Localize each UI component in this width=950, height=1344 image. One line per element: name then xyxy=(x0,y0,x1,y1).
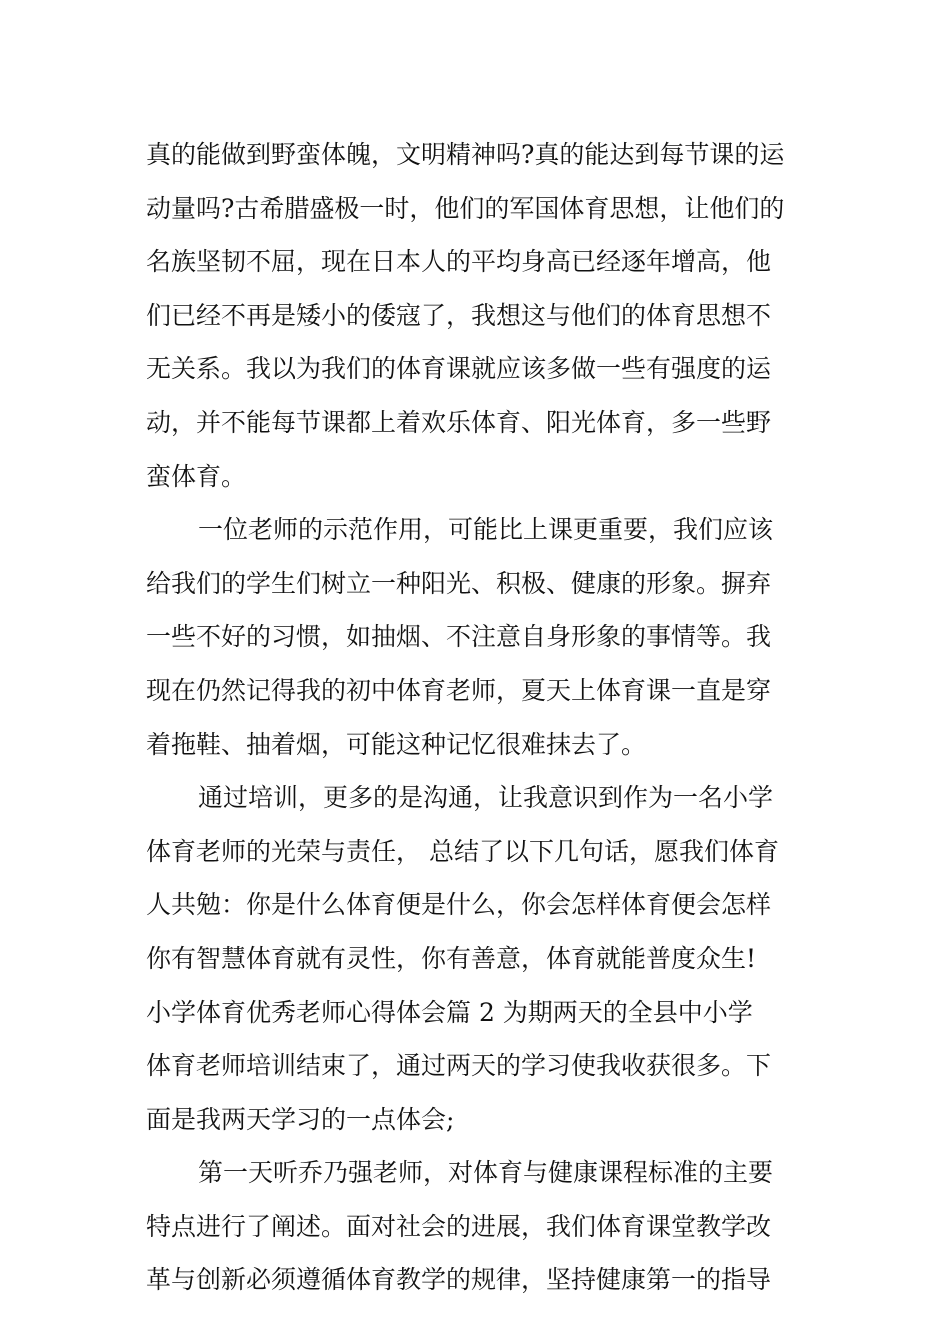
text-line: 你有智慧体育就有灵性，你有善意，体育就能普度众生! xyxy=(146,943,757,973)
text-line: 着拖鞋、抽着烟，可能这种记忆很难抹去了。 xyxy=(146,729,647,759)
document-body xyxy=(146,128,826,1307)
text-line: 体育老师的光荣与责任， 总结了以下几句话，愿我们体育 xyxy=(146,836,779,866)
text-line: 特点进行了阐述。面对社会的进展，我们体育课堂教学改 xyxy=(146,1211,772,1241)
section-heading-line: 小学体育优秀老师心得体会篇 2 为期两天的全县中小学 xyxy=(146,997,753,1027)
text-line: 一些不好的习惯，如抽烟、不注意自身形象的事情等。我 xyxy=(146,622,772,652)
paragraph-first-line: 第一天听乔乃强老师，对体育与健康课程标准的主要 xyxy=(198,1158,774,1188)
text-line: 动，并不能每节课都上着欢乐体育、阳光体育，多一些野 xyxy=(146,407,772,437)
text-line: 面是我两天学习的一点体会; xyxy=(146,1104,455,1134)
paragraph-first-line: 通过培训，更多的是沟通，让我意识到作为一名小学 xyxy=(198,783,774,813)
paragraph-first-line: 一位老师的示范作用，可能比上课更重要，我们应该 xyxy=(198,515,774,545)
text-line: 现在仍然记得我的初中体育老师，夏天上体育课一直是穿 xyxy=(146,675,772,705)
text-line: 人共勉：你是什么体育便是什么，你会怎样体育便会怎样 xyxy=(146,890,772,920)
text-line: 动量吗?古希腊盛极一时，他们的军国体育思想，让他们的 xyxy=(146,193,785,223)
text-line: 真的能做到野蛮体魄，文明精神吗?真的能达到每节课的运 xyxy=(146,140,785,169)
text-line: 蛮体育。 xyxy=(146,461,247,491)
text-line: 革与创新必须遵循体育教学的规律，坚持健康第一的指导 xyxy=(146,1265,772,1295)
text-line: 名族坚韧不屈，现在日本人的平均身高已经逐年增高，他 xyxy=(146,247,772,277)
text-line: 们已经不再是矮小的倭寇了，我想这与他们的体育思想不 xyxy=(146,300,772,330)
text-line: 体育老师培训结束了，通过两天的学习使我收获很多。下 xyxy=(146,1051,772,1081)
text-line: 无关系。我以为我们的体育课就应该多做一些有强度的运 xyxy=(146,354,772,384)
text-line: 给我们的学生们树立一种阳光、积极、健康的形象。摒弃 xyxy=(146,568,772,598)
